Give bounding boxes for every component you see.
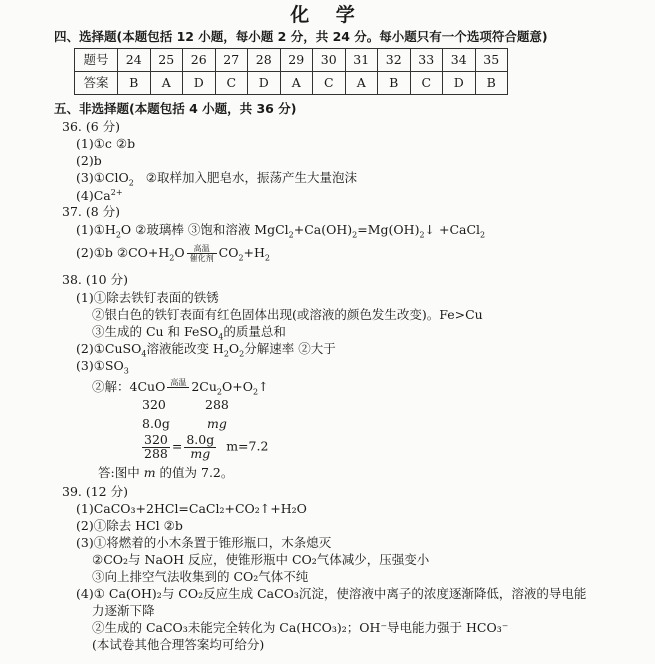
q-number: 32 (378, 49, 411, 72)
reaction-condition: 高温 催化剂 (187, 244, 217, 263)
q-number: 30 (313, 49, 346, 72)
answer-cell: B (475, 72, 508, 95)
q37-heading: 37. (8 分) (62, 204, 121, 219)
proportion: $\frac{320}{288}$ = $\frac{8.0g}{mg}$ m=7.2 (144, 432, 269, 461)
q39-line2: (2)①除去 HCl ②b (76, 518, 183, 533)
molar-mass-2: 288 (205, 397, 229, 412)
reaction-condition: 高温 (167, 378, 189, 397)
answer-cell: B (118, 72, 151, 95)
q-number: 27 (215, 49, 248, 72)
q38-line2: ②银白色的铁钉表面有红色固体出现(或溶液的颜色发生改变)。Fe>Cu (92, 307, 483, 322)
q37-part1: $(1)①H_2O$ ②玻璃棒 ③饱和溶液 $MgCl_2+Ca(OH)_2=Mg(OH)_2↓$ +CaCl$_2$ (76, 222, 486, 240)
q36-part2: (2)b (76, 153, 102, 168)
q38-heading: 38. (10 分) (62, 272, 128, 287)
q-number: 33 (410, 49, 443, 72)
q39-line8: ②生成的 CaCO₃未能完全转化为 Ca(HCO₃)₂；OH⁻导电能力强于 HCO₃⁻ (92, 620, 509, 635)
answer-cell: C (410, 72, 443, 95)
q-number: 34 (443, 49, 476, 72)
q38-line3: ③生成的 Cu 和 FeSO$_4$的质量总和 (92, 324, 286, 342)
answer-cell: C (313, 72, 346, 95)
q38-line5: $(3)①SO_3$ (76, 358, 129, 376)
row-label-answer: 答案 (75, 72, 118, 95)
q38-equation: ②解：4CuO 高温 $2Cu_2O+O_2↑$ (92, 378, 269, 397)
answer-cell: D (183, 72, 216, 95)
answer-cell: C (215, 72, 248, 95)
q38-answer: 答:图中 m 的值为 7.2。 (98, 465, 234, 480)
answer-row (75, 72, 508, 95)
row-label-number: 题号 (75, 49, 118, 72)
answer-cell: D (443, 72, 476, 95)
answer-cell: A (345, 72, 378, 95)
answer-cell: D (248, 72, 281, 95)
fraction-left: $\frac{320}{288}$ (144, 432, 168, 461)
q39-line4: ②CO₂与 NaOH 反应，使锥形瓶中 CO₂气体减少，压强变小 (92, 552, 430, 567)
q36-part3: (3)①ClO$_2$ ②取样加入肥皂水，振荡产生大量泡沫 (76, 170, 357, 188)
answer-table (74, 48, 508, 95)
number-row (75, 49, 508, 72)
q39-note: (本试卷其他合理答案均可给分) (92, 637, 265, 652)
fraction-right: $\frac{8.0g}{mg}$ (186, 432, 215, 461)
q-number: 26 (183, 49, 216, 72)
answer-cell: A (150, 72, 183, 95)
q39-line5: ③向上排空气法收集到的 CO₂气体不纯 (92, 569, 309, 584)
page-title: 化 学 (290, 4, 365, 26)
q36-part1: (1)①c ②b (76, 136, 136, 151)
molar-mass-1: 320 (142, 397, 166, 412)
q-number: 29 (280, 49, 313, 72)
section4-heading: 四、选择题(本题包括 12 小题，每小题 2 分，共 24 分。每小题只有一个选项符合题意) (54, 29, 548, 44)
q39-line1: (1)CaCO₃+2HCl=CaCl₂+CO₂↑+H₂O (76, 501, 307, 516)
answer-cell: A (280, 72, 313, 95)
unknown-mass: mg (207, 416, 227, 431)
q-number: 35 (475, 49, 508, 72)
q-number: 28 (248, 49, 281, 72)
q-number: 31 (345, 49, 378, 72)
q-number: 25 (150, 49, 183, 72)
section5-heading: 五、非选择题(本题包括 4 小题，共 36 分) (54, 101, 297, 116)
q39-line3: (3)①将燃着的小木条置于锥形瓶口，木条熄灭 (76, 535, 332, 550)
q38-line4: (2)①CuSO$_4$溶液能改变 $H_2O_2$分解速率 ②大于 (76, 341, 336, 359)
q36-part4: $(4)Ca^{2+}$ (76, 188, 123, 204)
q38-line1: (1)①除去铁钉表面的铁锈 (76, 290, 219, 305)
q39-heading: 39. (12 分) (62, 484, 128, 499)
q36-heading: 36. (6 分) (62, 119, 121, 134)
answer-cell: B (378, 72, 411, 95)
given-mass: 8.0g (142, 416, 170, 431)
q37-part2: (2)①b $②CO+H_2O$ 高温 催化剂 $CO_2+H_2$ (76, 244, 270, 263)
q-number: 24 (118, 49, 151, 72)
q39-line6: (4)① Ca(OH)₂与 CO₂反应生成 CaCO₃沉淀，使溶液中离子的浓度逐渐降低，溶液的导电能 (76, 586, 587, 601)
q39-line7: 力逐渐下降 (92, 603, 155, 618)
